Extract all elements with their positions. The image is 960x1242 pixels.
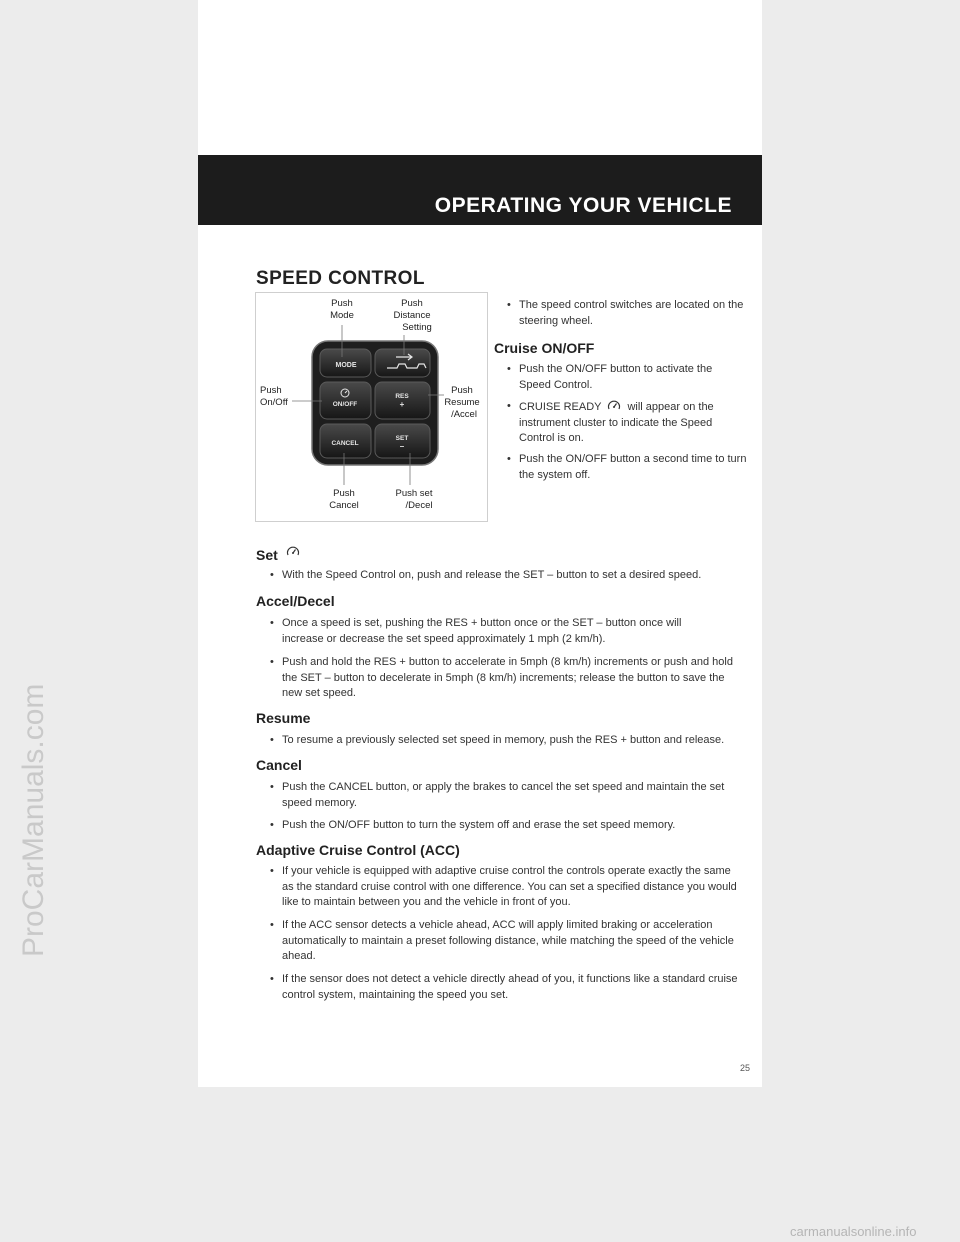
distance-setting-button[interactable]: [375, 349, 430, 377]
push-mode-label-1: Push: [331, 298, 353, 309]
push-cancel-label-2: Cancel: [329, 500, 359, 511]
watermark-text: ProCarManuals.com: [17, 683, 50, 957]
cruise-ready-text: CRUISE READY: [519, 401, 602, 413]
push-resume-label-1: Push: [451, 385, 473, 396]
accel-bullet-1: • Once a speed is set, pushing the RES + button once or the SET – button once will increase or decrease the set speed approximately 1 mph (2 km/h).: [270, 616, 722, 647]
cancel-button-label: CANCEL: [331, 440, 359, 447]
push-set-label-2: /Decel: [405, 500, 433, 511]
accel-decel-heading: Accel/Decel: [256, 593, 335, 609]
cancel-heading: Cancel: [256, 757, 302, 773]
set-bullet-1: • With the Speed Control on, push and release the SET – button to set a desired speed.: [270, 568, 754, 584]
cancel-bullet-2: • Push the ON/OFF button to turn the system off and erase the set speed memory.: [270, 818, 744, 834]
cruise-onoff-heading: Cruise ON/OFF: [494, 340, 595, 356]
cruise-ready-rest: will appear on the instrument cluster to indicate the Speed Control is on.: [519, 401, 714, 444]
push-distance-label-1: Push: [401, 298, 423, 309]
acc-bullet-1: • If your vehicle is equipped with adaptive cruise control the controls operate exactly the same as the standard cruise control with one difference. You can set a specified distance you would like to maintain between you and the vehicle in front of you.: [270, 864, 744, 911]
acc-bullet-3: • If the sensor does not detect a vehicle directly ahead of you, it functions like a standard cruise control system, maintaining the speed you set.: [270, 972, 744, 1003]
bottom-margin: [198, 1087, 762, 1242]
accel-bullet-2: • Push and hold the RES + button to accelerate in 5mph (8 km/h) increments or push and hold the SET – button to decelerate in 5mph (8 km/h) increments; release the button to save the new set speed.: [270, 655, 744, 702]
set-minus-sign: –: [399, 442, 405, 451]
push-cancel-label-1: Push: [333, 488, 355, 499]
right-margin: [762, 0, 960, 1242]
push-distance-label-3: Setting: [402, 322, 432, 333]
cruise-bullet-1: • Push the ON/OFF button to activate the Speed Control.: [507, 362, 747, 393]
mode-button-label: MODE: [335, 362, 357, 369]
set-button-label: SET: [395, 435, 409, 442]
res-button-label: RES: [395, 393, 409, 400]
acc-bullet-2: • If the ACC sensor detects a vehicle ahead, ACC will apply limited braking or acceleration automatically to maintain a preset following distance, while matching the speed of the vehicle ahead.: [270, 918, 750, 965]
res-plus-sign: +: [399, 400, 405, 409]
push-set-label-1: Push set: [395, 488, 433, 499]
resume-bullet-1: • To resume a previously selected set speed in memory, push the RES + button and release.: [270, 733, 754, 749]
onoff-button-label: ON/OFF: [332, 401, 358, 408]
set-heading-text: Set: [256, 547, 278, 563]
push-distance-label-2: Distance: [393, 310, 431, 321]
section-title: SPEED CONTROL: [256, 268, 425, 289]
page-header-title: OPERATING YOUR VEHICLE: [434, 194, 732, 217]
set-heading: [256, 545, 300, 563]
cancel-bullet-1: • Push the CANCEL button, or apply the brakes to cancel the set speed and maintain the set speed memory.: [270, 780, 744, 811]
footer-watermark-url: carmanualsonline.info: [790, 1224, 917, 1239]
cruise-bullet-2: [507, 399, 747, 447]
push-resume-label-3: /Accel: [451, 409, 477, 420]
speed-control-figure: [255, 292, 488, 522]
resume-heading: Resume: [256, 710, 311, 726]
cruise-bullet-3: • Push the ON/OFF button a second time to turn the system off.: [507, 452, 747, 483]
push-mode-label-2: Mode: [330, 310, 354, 321]
page-number: 25: [740, 1063, 751, 1073]
push-resume-label-2: Resume: [444, 397, 480, 408]
push-onoff-label-2: On/Off: [260, 397, 288, 408]
cruise-ready-icon: [607, 399, 621, 412]
acc-heading: Adaptive Cruise Control (ACC): [256, 842, 460, 858]
push-onoff-label-1: Push: [260, 385, 282, 396]
speed-control-switch-illustration: [256, 293, 487, 521]
set-speed-icon: [286, 545, 300, 558]
intro-bullet: • The speed control switches are located on the steering wheel.: [507, 298, 747, 329]
